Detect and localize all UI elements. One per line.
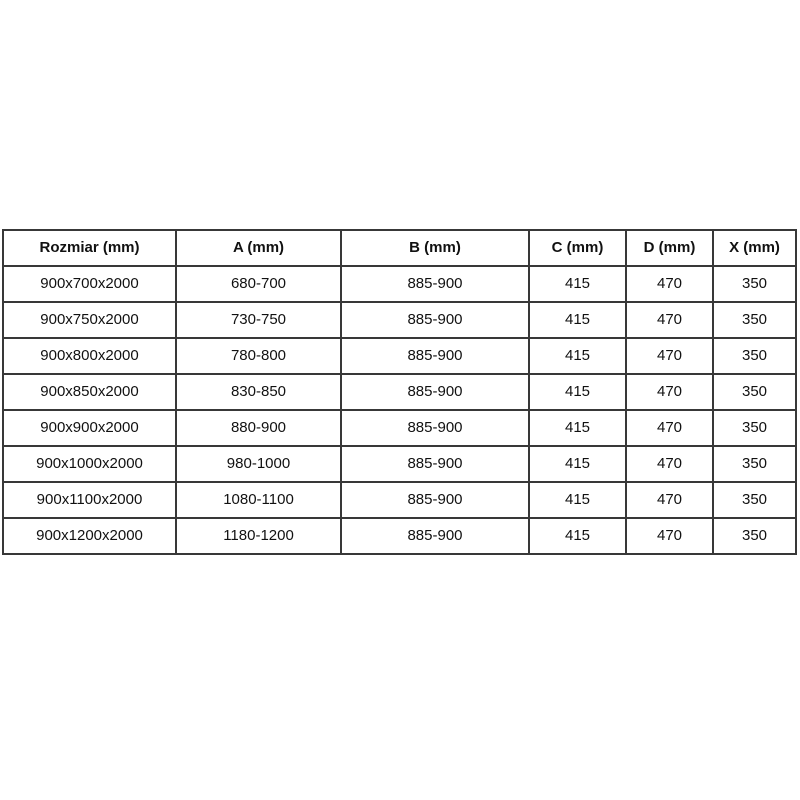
table-cell: 350	[713, 482, 796, 518]
table-cell: 415	[529, 374, 626, 410]
table-cell: 470	[626, 482, 713, 518]
table-cell: 780-800	[176, 338, 341, 374]
table-cell: 680-700	[176, 266, 341, 302]
table-row	[3, 518, 796, 554]
table-cell: 470	[626, 446, 713, 482]
table-cell: 415	[529, 446, 626, 482]
table-cell: 470	[626, 410, 713, 446]
table-cell: 415	[529, 410, 626, 446]
table-cell: 415	[529, 338, 626, 374]
table-cell: 900x1000x2000	[3, 446, 176, 482]
table-row	[3, 446, 796, 482]
table-cell: 900x1100x2000	[3, 482, 176, 518]
table-cell: 885-900	[341, 338, 529, 374]
table-cell: 415	[529, 266, 626, 302]
table-cell: 470	[626, 518, 713, 554]
column-header: A (mm)	[176, 230, 341, 266]
table-cell: 350	[713, 446, 796, 482]
column-header: Rozmiar (mm)	[3, 230, 176, 266]
table-cell: 1180-1200	[176, 518, 341, 554]
table-cell: 900x700x2000	[3, 266, 176, 302]
table-row	[3, 338, 796, 374]
table-row	[3, 410, 796, 446]
table-cell: 350	[713, 374, 796, 410]
table-cell: 885-900	[341, 266, 529, 302]
table-cell: 885-900	[341, 482, 529, 518]
table-header-row	[3, 230, 796, 266]
table-cell: 1080-1100	[176, 482, 341, 518]
table-cell: 885-900	[341, 446, 529, 482]
table-cell: 470	[626, 338, 713, 374]
table-cell: 830-850	[176, 374, 341, 410]
table-cell: 415	[529, 482, 626, 518]
table-row	[3, 374, 796, 410]
table-cell: 885-900	[341, 374, 529, 410]
table-cell: 980-1000	[176, 446, 341, 482]
table-cell: 470	[626, 374, 713, 410]
table-row	[3, 302, 796, 338]
table-cell: 885-900	[341, 518, 529, 554]
table-cell: 470	[626, 302, 713, 338]
table-cell: 900x850x2000	[3, 374, 176, 410]
table-cell: 880-900	[176, 410, 341, 446]
column-header: B (mm)	[341, 230, 529, 266]
table-cell: 350	[713, 518, 796, 554]
table-cell: 415	[529, 518, 626, 554]
table-cell: 885-900	[341, 302, 529, 338]
table-cell: 900x900x2000	[3, 410, 176, 446]
table-cell: 350	[713, 302, 796, 338]
table-cell: 900x800x2000	[3, 338, 176, 374]
table-cell: 885-900	[341, 410, 529, 446]
table-cell: 350	[713, 266, 796, 302]
table-cell: 470	[626, 266, 713, 302]
column-header: D (mm)	[626, 230, 713, 266]
table-cell: 350	[713, 338, 796, 374]
column-header: X (mm)	[713, 230, 796, 266]
table-cell: 415	[529, 302, 626, 338]
table-cell: 350	[713, 410, 796, 446]
column-header: C (mm)	[529, 230, 626, 266]
size-dimensions-table	[2, 229, 797, 555]
table-row	[3, 266, 796, 302]
table-cell: 730-750	[176, 302, 341, 338]
table-cell: 900x1200x2000	[3, 518, 176, 554]
table-row	[3, 482, 796, 518]
table-cell: 900x750x2000	[3, 302, 176, 338]
